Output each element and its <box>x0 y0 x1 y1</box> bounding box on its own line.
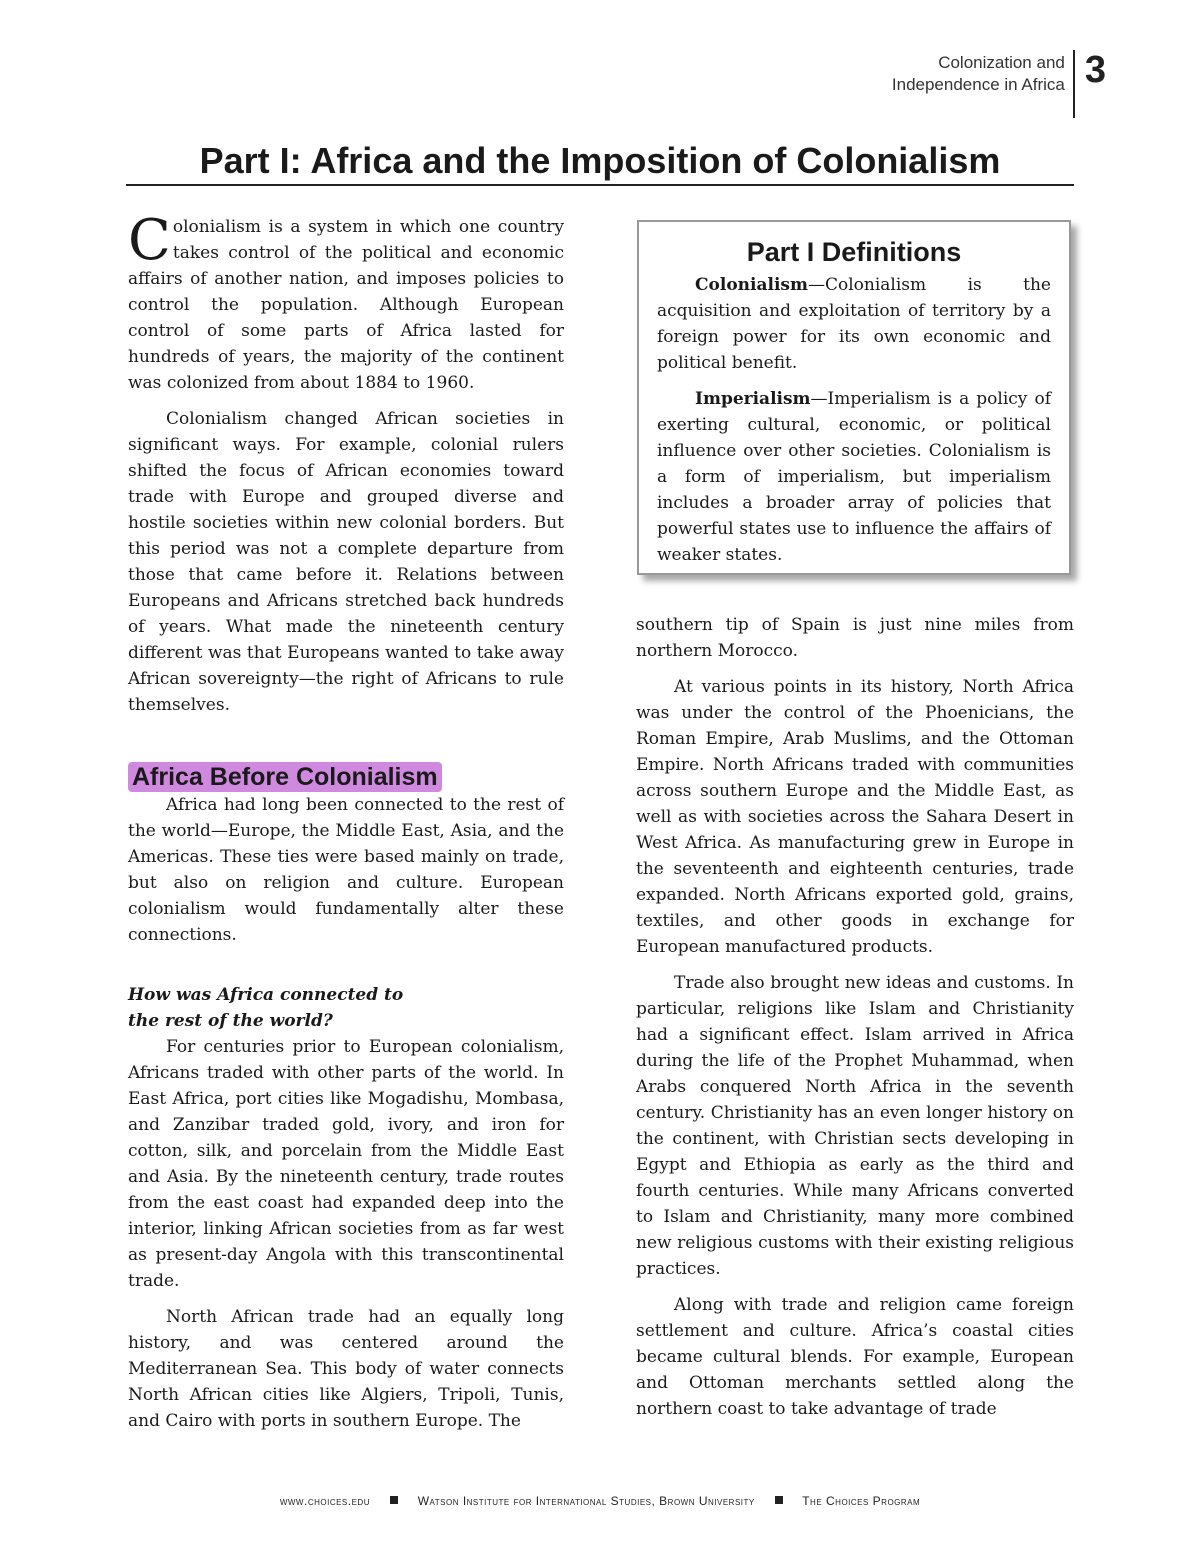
question-heading <box>128 982 564 1034</box>
footer-separator-icon <box>390 1496 398 1504</box>
definitions-title: Part I Definitions <box>746 237 962 267</box>
running-header-text <box>892 50 1073 96</box>
footer-separator-icon <box>775 1496 783 1504</box>
question-line-1: How was Africa connected to <box>128 985 404 1005</box>
definition-text-imperialism: —Imperialism is a policy of exerting cultural, economic, or political influence over other societies. Colonialism is a form of imperialism, but imperialism includes a broader array of policies that powerful states use to influence the affairs of weaker states. <box>657 389 1051 565</box>
definition-term-imperialism: Imperialism <box>695 389 811 409</box>
header-line-2: Independence in Africa <box>891 75 1065 94</box>
definition-text-colonialism: —Colonialism is the acquisition and exploitation of territory by a foreign power for its own economic and political benefit. <box>657 275 1051 373</box>
intro-paragraph-1 <box>128 208 564 396</box>
left-column <box>128 208 564 1444</box>
question-line-2: the rest of the world? <box>128 1011 333 1031</box>
footer-institute: Watson Institute for International Studies, Brown University <box>417 1494 755 1508</box>
footer-program: The Choices Program <box>802 1494 921 1508</box>
intro-paragraph-1-text: olonialism is a system in which one country takes control of the political and economic affairs of another nation, and imposes policies to control the population. Although European control of some parts of Africa lasted for hundreds of years, the majority of the continent was colonized from about 1884 to 1960. <box>128 217 564 393</box>
section-paragraph-2: For centuries prior to European colonialism, Africans traded with other parts of the world. In East Africa, port cities like Mogadishu, Mombasa, and Zanzibar traded gold, ivory, and iron for cotton, silk, and porcelain from the Middle East and Asia. By the nineteenth century, trade routes from the east coast had expanded deep into the interior, linking African societies from as far west as present-day Angola with this transcontinental trade. <box>128 1037 564 1291</box>
section-paragraph-3: North African trade had an equally long history, and was centered around the Mediterranean Sea. This body of water connects North African cities like Algiers, Tripoli, Tunis, and Cairo with ports in southern Europe. The <box>128 1307 564 1431</box>
right-paragraph-4: Along with trade and religion came foreign settlement and culture. Africa’s coastal cities became cultural blends. For example, European and Ottoman merchants settled along the northern coast to take advantage of trade <box>636 1295 1074 1419</box>
right-column <box>636 612 1074 1432</box>
footer-website: www.choices.edu <box>279 1494 370 1508</box>
page-number: 3 <box>1084 49 1106 91</box>
header-line-1: Colonization and <box>938 53 1065 72</box>
section-paragraph-1: Africa had long been connected to the rest of the world—Europe, the Middle East, Asia, and the Americas. These ties were based mainly on trade, but also on religion and culture. European colonialism would fundamentally alter these connections. <box>128 795 564 945</box>
section-heading: Africa Before Colonialism <box>128 762 442 792</box>
definition-colonialism <box>657 272 1051 376</box>
intro-paragraph-2: Colonialism changed African societies in significant ways. For example, colonial rulers shifted the focus of African economies toward trade with Europe and grouped diverse and hostile societies within new colonial borders. But this period was not a complete departure from those that came before it. Relations between Europeans and Africans stretched back hundreds of years. What made the nineteenth century different was that Europeans wanted to take away African sovereignty—the right of Africans to rule themselves. <box>128 409 564 715</box>
page-title: Part I: Africa and the Imposition of Colonialism <box>199 140 1001 181</box>
title-rule <box>126 184 1074 186</box>
right-paragraph-1: southern tip of Spain is just nine miles from northern Morocco. <box>636 615 1074 661</box>
definition-term-colonialism: Colonialism <box>695 275 808 295</box>
page-footer <box>0 1494 1200 1508</box>
right-paragraph-3: Trade also brought new ideas and customs. In particular, religions like Islam and Christianity had a significant effect. Islam arrived in Africa during the life of the Prophet Muhammad, when Arabs conquered North Africa in the seventh century. Christianity has an even longer history on the continent, with Christian sects developing in Egypt and Ethiopia as early as the third and fourth centuries. While many Africans converted to Islam and Christianity, many more combined new religious customs with their existing religious practices. <box>636 973 1074 1279</box>
running-header <box>892 50 1106 118</box>
right-paragraph-2: At various points in its history, North Africa was under the control of the Phoenicians, the Roman Empire, Arab Muslims, and the Ottoman Empire. North Africans traded with communities across southern Europe and the Middle East, as well as with societies across the Sahara Desert in West Africa. As manufacturing grew in Europe in the seventeenth and eighteenth centuries, trade expanded. North Africans exported gold, grains, textiles, and other goods in exchange for European manufactured products. <box>636 677 1074 957</box>
definitions-box <box>637 220 1071 575</box>
drop-cap: C <box>128 208 171 273</box>
definition-imperialism <box>657 386 1051 568</box>
